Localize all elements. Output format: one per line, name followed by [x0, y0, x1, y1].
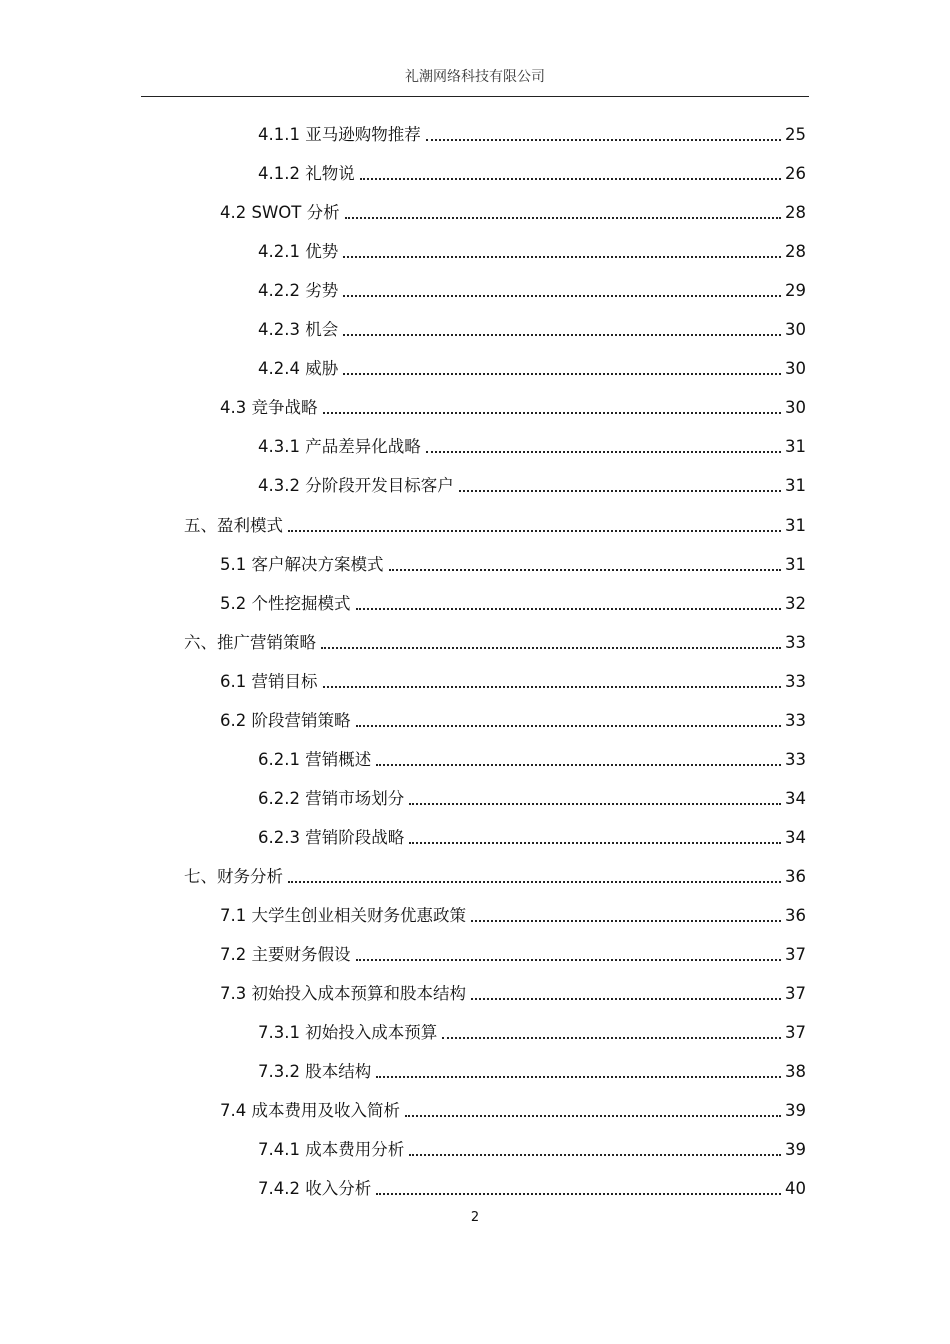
- toc-dot-leader: [442, 1036, 781, 1039]
- toc-dot-leader: [409, 841, 781, 844]
- toc-entry-page: 26: [785, 164, 806, 184]
- toc-entry[interactable]: [220, 706, 806, 736]
- toc-entry-title: 7.3.1 初始投入成本预算: [258, 1023, 438, 1043]
- toc-entry-title: 6.2.1 营销概述: [258, 749, 372, 769]
- toc-entry[interactable]: [258, 823, 806, 853]
- toc-entry-title: 六、推广营销策略: [184, 632, 316, 652]
- toc-entry-page: 30: [785, 398, 806, 418]
- toc-entry-page: 37: [785, 984, 806, 1004]
- toc-entry-title: 五、盈利模式: [184, 515, 283, 535]
- toc-entry[interactable]: [258, 1174, 806, 1204]
- toc-entry-page: 33: [785, 671, 806, 691]
- toc-entry-title: 7.4.1 成本费用分析: [258, 1140, 405, 1160]
- toc-entry-title: 4.2.4 威胁: [258, 359, 339, 379]
- toc-entry[interactable]: [220, 1096, 806, 1126]
- toc-entry[interactable]: [258, 237, 806, 267]
- toc-entry-title: 七、财务分析: [184, 866, 283, 886]
- toc-dot-leader: [426, 138, 781, 141]
- toc-dot-leader: [323, 411, 782, 414]
- toc-entry[interactable]: [220, 393, 806, 423]
- toc-entry[interactable]: [220, 198, 806, 228]
- toc-entry-page: 31: [785, 554, 806, 574]
- toc-dot-leader: [288, 880, 781, 883]
- toc-dot-leader: [345, 216, 781, 219]
- toc-entry-page: 30: [785, 320, 806, 340]
- toc-entry[interactable]: [258, 354, 806, 384]
- toc-dot-leader: [426, 450, 781, 453]
- header-rule: [141, 96, 809, 97]
- toc-dot-leader: [323, 685, 782, 688]
- toc-entry[interactable]: [220, 940, 806, 970]
- toc-dot-leader: [288, 529, 781, 532]
- toc-entry-page: 28: [785, 203, 806, 223]
- toc-entry-title: 6.2.3 营销阶段战略: [258, 827, 405, 847]
- toc-entry[interactable]: [220, 979, 806, 1009]
- toc-dot-leader: [389, 568, 782, 571]
- toc-entry[interactable]: [258, 471, 806, 501]
- toc-entry-page: 32: [785, 593, 806, 613]
- toc-dot-leader: [343, 333, 781, 336]
- toc-entry[interactable]: [258, 315, 806, 345]
- toc-entry-title: 4.3 竞争战略: [220, 398, 318, 418]
- toc-dot-leader: [360, 177, 781, 180]
- toc-entry-title: 6.2 阶段营销策略: [220, 710, 351, 730]
- toc-entry-title: 7.1 大学生创业相关财务优惠政策: [220, 906, 466, 925]
- toc-entry-title: 4.1.2 礼物说: [258, 164, 355, 184]
- page-number: 2: [470, 1210, 480, 1225]
- toc-entry-page: 38: [785, 1062, 806, 1082]
- toc-entry-title: 4.2.2 劣势: [258, 281, 339, 301]
- toc-entry-page: 33: [785, 710, 806, 730]
- toc-entry-page: 37: [785, 1023, 806, 1043]
- toc-dot-leader: [471, 997, 781, 1000]
- toc-dot-leader: [356, 607, 782, 610]
- toc-entry-title: 5.2 个性挖掘模式: [220, 593, 351, 613]
- toc-entry-title: 7.2 主要财务假设: [220, 945, 351, 965]
- toc-entry-page: 37: [785, 945, 806, 965]
- toc-entry-page: 36: [785, 906, 806, 925]
- toc-entry-page: 39: [785, 1140, 806, 1160]
- toc-entry-page: 33: [785, 632, 806, 652]
- toc-entry-page: 31: [785, 476, 806, 496]
- page-header: 礼潮网络科技有限公司: [405, 69, 545, 85]
- toc-entry-title: 7.4.2 收入分析: [258, 1179, 372, 1199]
- toc-entry[interactable]: [258, 784, 806, 814]
- toc-entry-title: 7.4 成本费用及收入简析: [220, 1101, 400, 1121]
- toc-entry-title: 6.2.2 营销市场划分: [258, 788, 405, 808]
- toc-entry-page: 34: [785, 827, 806, 847]
- toc-entry-page: 28: [785, 242, 806, 262]
- toc-entry-page: 40: [785, 1179, 806, 1199]
- toc-entry-title: 4.3.1 产品差异化战略: [258, 437, 421, 457]
- toc-entry-title: 4.1.1 亚马逊购物推荐: [258, 125, 421, 144]
- toc-dot-leader: [356, 724, 782, 727]
- toc-entry-title: 7.3 初始投入成本预算和股本结构: [220, 984, 466, 1004]
- toc-dot-leader: [409, 802, 781, 805]
- toc-entry-page: 39: [785, 1101, 806, 1121]
- toc-entry[interactable]: [258, 745, 806, 775]
- toc-entry-title: 4.2.1 优势: [258, 242, 339, 262]
- toc-entry-page: 33: [785, 749, 806, 769]
- toc-dot-leader: [405, 1114, 781, 1117]
- toc-entry-page: 25: [785, 125, 806, 144]
- toc-dot-leader: [409, 1153, 781, 1156]
- toc-entry-page: 29: [785, 281, 806, 301]
- toc-entry[interactable]: [258, 1135, 806, 1165]
- toc-entry[interactable]: [184, 628, 806, 658]
- toc-entry[interactable]: [258, 276, 806, 306]
- toc-entry-title: 4.2 SWOT 分析: [220, 203, 340, 223]
- toc-entry-title: 6.1 营销目标: [220, 671, 318, 691]
- toc-entry[interactable]: [220, 550, 806, 580]
- toc-dot-leader: [321, 646, 781, 649]
- toc-entry[interactable]: [184, 511, 806, 541]
- toc-entry[interactable]: [184, 862, 806, 892]
- toc-dot-leader: [343, 294, 781, 297]
- toc-dot-leader: [356, 958, 782, 961]
- toc-entry-page: 34: [785, 788, 806, 808]
- toc-entry[interactable]: [258, 159, 806, 189]
- toc-entry-title: 4.2.3 机会: [258, 320, 339, 340]
- toc-dot-leader: [376, 1192, 781, 1195]
- toc-dot-leader: [376, 763, 781, 766]
- toc-entry-page: 36: [785, 866, 806, 886]
- toc-entry-title: 4.3.2 分阶段开发目标客户: [258, 476, 454, 496]
- toc-entry-title: 5.1 客户解决方案模式: [220, 554, 384, 574]
- toc-dot-leader: [471, 919, 781, 922]
- toc-entry[interactable]: [220, 667, 806, 697]
- toc-entry[interactable]: [258, 1018, 806, 1048]
- toc-entry-page: 31: [785, 515, 806, 535]
- toc-dot-leader: [343, 255, 781, 258]
- toc-entry[interactable]: [220, 901, 806, 931]
- toc-dot-leader: [459, 489, 781, 492]
- toc-entry[interactable]: [220, 589, 806, 619]
- toc-entry[interactable]: [258, 120, 806, 150]
- toc-dot-leader: [376, 1075, 781, 1078]
- toc-entry[interactable]: [258, 432, 806, 462]
- toc-entry-page: 31: [785, 437, 806, 457]
- toc-entry-title: 7.3.2 股本结构: [258, 1062, 372, 1082]
- toc-entry[interactable]: [258, 1057, 806, 1087]
- toc-entry-page: 30: [785, 359, 806, 379]
- toc-dot-leader: [343, 372, 781, 375]
